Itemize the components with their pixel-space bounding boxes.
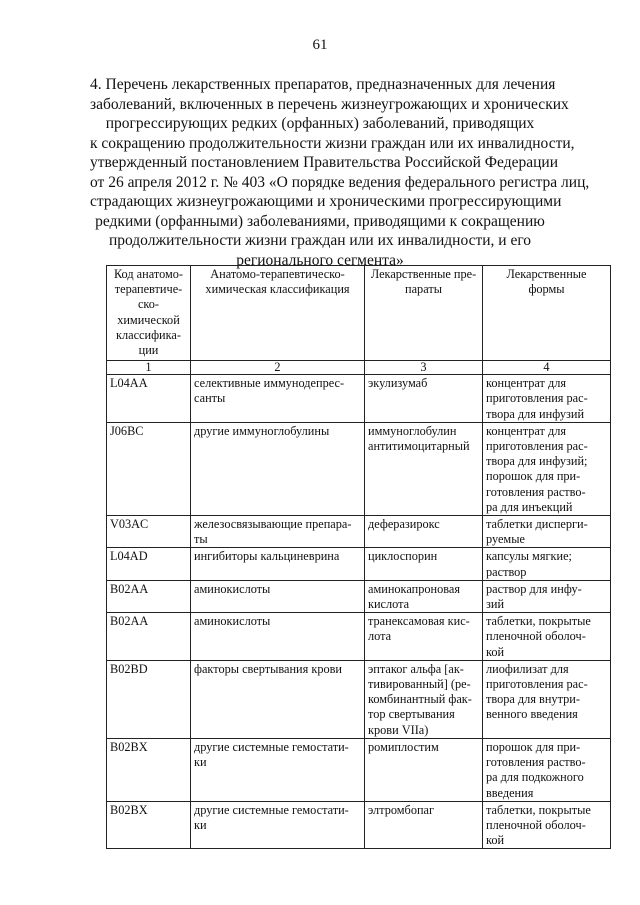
cell-text-line: ра для инъекций xyxy=(486,499,573,514)
heading-line: регионального сегмента» xyxy=(236,251,404,269)
header-classification xyxy=(191,266,365,361)
cell-drug xyxy=(365,548,483,580)
cell-text-line: руемые xyxy=(486,532,525,547)
cell-classification xyxy=(191,660,365,738)
cell-text-line: пленочной оболоч- xyxy=(486,629,586,644)
heading-line: утвержденный постановлением Правительства Российской Федерации xyxy=(90,154,558,171)
cell-form xyxy=(483,801,611,849)
cell-drug xyxy=(365,516,483,548)
cell-text-line: железосвязывающие препара- xyxy=(194,517,352,532)
cell-drug xyxy=(365,375,483,423)
cell-text-line: твора для инфузий; xyxy=(486,454,588,469)
cell-text-line: санты xyxy=(194,391,226,406)
cell-text-line: тивированный] (ре- xyxy=(368,677,471,692)
cell-text-line: факторы свертывания крови xyxy=(194,661,343,676)
cell-text-line: приготовления рас- xyxy=(486,677,588,692)
heading-line: к сокращению продолжительности жизни граждан или их инвалидности, xyxy=(90,134,575,152)
cell-drug xyxy=(365,738,483,801)
cell-drug xyxy=(365,422,483,515)
column-number: 3 xyxy=(365,361,483,375)
cell-drug xyxy=(365,613,483,661)
table-row xyxy=(107,613,611,661)
cell-text-line: капсулы мягкие; xyxy=(486,549,572,564)
header-code xyxy=(107,266,191,361)
column-number: 1 xyxy=(107,361,191,375)
cell-text-line: B02BX xyxy=(110,739,148,754)
cell-classification xyxy=(191,516,365,548)
cell-classification xyxy=(191,613,365,661)
header-row xyxy=(107,266,611,361)
header-text-line: ции xyxy=(138,343,159,358)
cell-code xyxy=(107,516,191,548)
document-heading xyxy=(90,75,590,270)
cell-text-line: крови VIIa) xyxy=(368,722,429,737)
cell-text-line: таблетки, покрытые xyxy=(486,614,591,629)
header-form xyxy=(483,266,611,361)
heading-line: прогрессирующих редких (орфанных) заболеваний, приводящих xyxy=(105,115,535,132)
cell-text-line: лиофилизат для xyxy=(486,661,569,676)
cell-classification xyxy=(191,375,365,423)
table-row xyxy=(107,660,611,738)
cell-text-line: порошок для при- xyxy=(486,469,581,484)
cell-text-line: B02AA xyxy=(110,581,149,596)
cell-text-line: ки xyxy=(194,817,207,832)
cell-text-line: ра для подкожного xyxy=(486,770,584,785)
cell-form xyxy=(483,580,611,612)
header-text-line: Код анатомо- xyxy=(113,267,184,281)
heading-line: заболеваний, включенных в перечень жизнеугрожающих и хронических xyxy=(90,95,569,113)
table-row xyxy=(107,548,611,580)
cell-text-line: аминокапроновая xyxy=(368,581,460,596)
heading-line: продолжительности жизни граждан или их инвалидности, и его xyxy=(108,232,532,249)
cell-form xyxy=(483,516,611,548)
cell-classification xyxy=(191,801,365,849)
cell-text-line: приготовления рас- xyxy=(486,439,588,454)
header-text-line: Анатомо-терапевтическо- xyxy=(210,267,345,281)
cell-code xyxy=(107,548,191,580)
cell-text-line: таблетки дисперги- xyxy=(486,517,588,532)
header-text-line: Лекарственные xyxy=(506,267,587,281)
cell-text-line: ты xyxy=(194,532,208,547)
cell-text-line: другие системные гемостати- xyxy=(194,739,349,754)
cell-code xyxy=(107,660,191,738)
cell-text-line: ингибиторы кальциневрина xyxy=(194,549,340,564)
table-header xyxy=(107,266,611,375)
cell-text-line: комбинантный фак- xyxy=(368,692,472,707)
cell-code xyxy=(107,375,191,423)
cell-text-line: V03AC xyxy=(110,517,149,532)
cell-classification xyxy=(191,548,365,580)
cell-form xyxy=(483,660,611,738)
cell-text-line: лота xyxy=(368,629,392,644)
header-text-line: терапевтиче- xyxy=(114,282,183,297)
cell-text-line: аминокислоты xyxy=(194,614,271,629)
cell-text-line: порошок для при- xyxy=(486,739,581,754)
cell-text-line: элтромбопаг xyxy=(368,802,435,817)
cell-text-line: кой xyxy=(486,833,505,848)
cell-code xyxy=(107,801,191,849)
cell-text-line: концентрат для xyxy=(486,376,567,391)
heading-line: редкими (орфанными) заболеваниями, приводящими к сокращению xyxy=(95,212,545,230)
heading-line: страдающих жизнеугрожающими и хроническими прогрессирующими xyxy=(90,193,562,210)
cell-code xyxy=(107,613,191,661)
cell-text-line: раствор для инфу- xyxy=(486,581,582,596)
column-number: 2 xyxy=(191,361,365,375)
cell-text-line: таблетки, покрытые xyxy=(486,802,591,817)
column-number: 4 xyxy=(483,361,611,375)
cell-code xyxy=(107,738,191,801)
cell-text-line: антитимоцитарный xyxy=(368,439,470,454)
cell-text-line: готовления раство- xyxy=(486,755,586,770)
cell-classification xyxy=(191,580,365,612)
cell-text-line: ромиплостим xyxy=(368,739,439,754)
cell-text-line: зий xyxy=(486,597,505,612)
cell-text-line: введения xyxy=(486,785,534,800)
header-text-line: формы xyxy=(528,282,565,297)
cell-text-line: твора для инфузий xyxy=(486,406,585,421)
cell-text-line: другие системные гемостати- xyxy=(194,802,349,817)
header-text-line: химическая классификация xyxy=(205,282,350,297)
table-row xyxy=(107,738,611,801)
cell-text-line: ки xyxy=(194,755,207,770)
table-body xyxy=(107,375,611,849)
header-text-line: ско- xyxy=(137,297,160,312)
cell-text-line: эптаког альфа [ак- xyxy=(368,661,464,676)
drug-list-table xyxy=(106,265,611,849)
heading-line: 4. Перечень лекарственных препаратов, предназначенных для лечения xyxy=(90,76,556,93)
table-row xyxy=(107,801,611,849)
cell-code xyxy=(107,580,191,612)
cell-form xyxy=(483,422,611,515)
cell-code xyxy=(107,422,191,515)
cell-text-line: пленочной оболоч- xyxy=(486,817,586,832)
page-number: 61 xyxy=(312,37,328,53)
table-row xyxy=(107,516,611,548)
cell-text-line: циклоспорин xyxy=(368,549,438,564)
cell-text-line: венного введения xyxy=(486,707,578,722)
cell-text-line: транексамовая кис- xyxy=(368,614,470,629)
cell-text-line: селективные иммунодепрес- xyxy=(194,376,345,391)
cell-text-line: B02BX xyxy=(110,802,148,817)
header-drug xyxy=(365,266,483,361)
cell-text-line: раствор xyxy=(486,564,527,579)
column-number-row xyxy=(107,361,611,375)
cell-classification xyxy=(191,738,365,801)
cell-classification xyxy=(191,422,365,515)
cell-form xyxy=(483,613,611,661)
cell-text-line: экулизумаб xyxy=(368,376,428,391)
header-text-line: Лекарственные пре- xyxy=(370,267,477,281)
cell-text-line: тор свертывания xyxy=(368,707,455,722)
cell-text-line: готовления раство- xyxy=(486,484,586,499)
cell-form xyxy=(483,738,611,801)
cell-text-line: L04AD xyxy=(110,549,148,564)
cell-text-line: приготовления рас- xyxy=(486,391,588,406)
cell-text-line: кислота xyxy=(368,597,410,612)
cell-drug xyxy=(365,580,483,612)
cell-form xyxy=(483,548,611,580)
cell-drug xyxy=(365,660,483,738)
table-row xyxy=(107,422,611,515)
header-text-line: химической xyxy=(117,312,180,327)
cell-text-line: другие иммуноглобулины xyxy=(194,423,330,438)
cell-form xyxy=(483,375,611,423)
cell-text-line: твора для внутри- xyxy=(486,692,580,707)
table-row xyxy=(107,375,611,423)
heading-line: от 26 апреля 2012 г. № 403 «О порядке ведения федерального регистра лиц, xyxy=(90,173,590,191)
header-text-line: параты xyxy=(405,282,442,297)
cell-text-line: B02BD xyxy=(110,661,148,676)
table-row xyxy=(107,580,611,612)
cell-text-line: концентрат для xyxy=(486,423,567,438)
cell-text-line: деферазирокс xyxy=(368,517,440,532)
cell-text-line: L04AA xyxy=(110,376,148,391)
cell-text-line: кой xyxy=(486,644,505,659)
cell-text-line: аминокислоты xyxy=(194,581,271,596)
cell-text-line: иммуноглобулин xyxy=(368,423,457,438)
cell-text-line: B02AA xyxy=(110,614,149,629)
cell-text-line: J06BC xyxy=(110,423,144,438)
header-text-line: классифика- xyxy=(116,327,181,342)
cell-drug xyxy=(365,801,483,849)
